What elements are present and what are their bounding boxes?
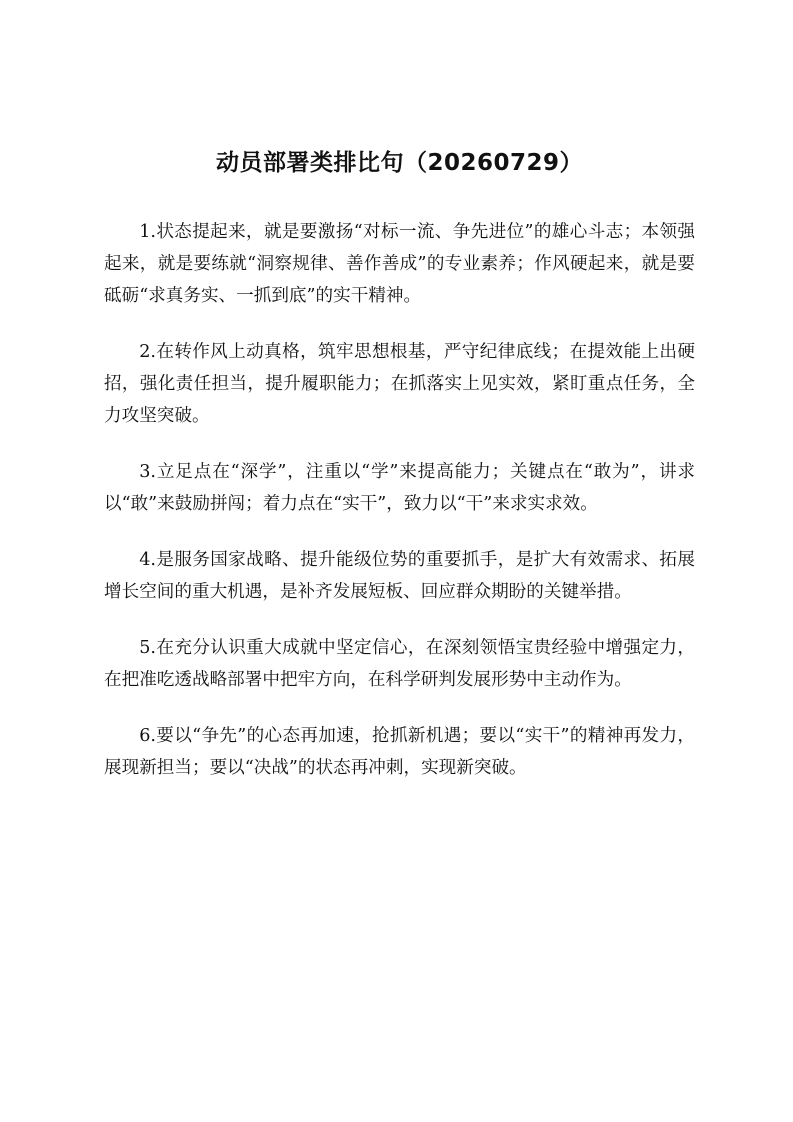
paragraph-2: 2.在转作风上动真格，筑牢思想根基，严守纪律底线；在提效能上出硬招，强化责任担当，提升履职能力；在抓落实上见实效，紧盯重点任务，全力攻坚突破。: [104, 342, 695, 426]
paragraph-4: 4.是服务国家战略、提升能级位势的重要抓手，是扩大有效需求、拓展增长空间的重大机遇，是补齐发展短板、回应群众期盼的关键举措。: [104, 550, 695, 602]
paragraph-3: 3.立足点在“深学”，注重以“学”来提高能力；关键点在“敢为”，讲求以“敢”来鼓励拼闯；着力点在“实干”，致力以“干”来求实求效。: [104, 462, 695, 514]
paragraph-5: 5.在充分认识重大成就中坚定信心，在深刻领悟宝贵经验中增强定力，在把准吃透战略部署中把牢方向，在科学研判发展形势中主动作为。: [104, 638, 695, 690]
document-title: 动员部署类排比句（20260729）: [215, 150, 584, 176]
document-body: [104, 216, 695, 784]
paragraph-1: 1.状态提起来，就是要激扬“对标一流、争先进位”的雄心斗志；本领强起来，就是要练就“洞察规律、善作善成”的专业素养；作风硬起来，就是要砥砺“求真务实、一抓到底”的实干精神。: [104, 222, 695, 306]
paragraph-6: 6.要以“争先”的心态再加速，抢抓新机遇；要以“实干”的精神再发力，展现新担当；要以“决战”的状态再冲刺，实现新突破。: [104, 726, 695, 778]
